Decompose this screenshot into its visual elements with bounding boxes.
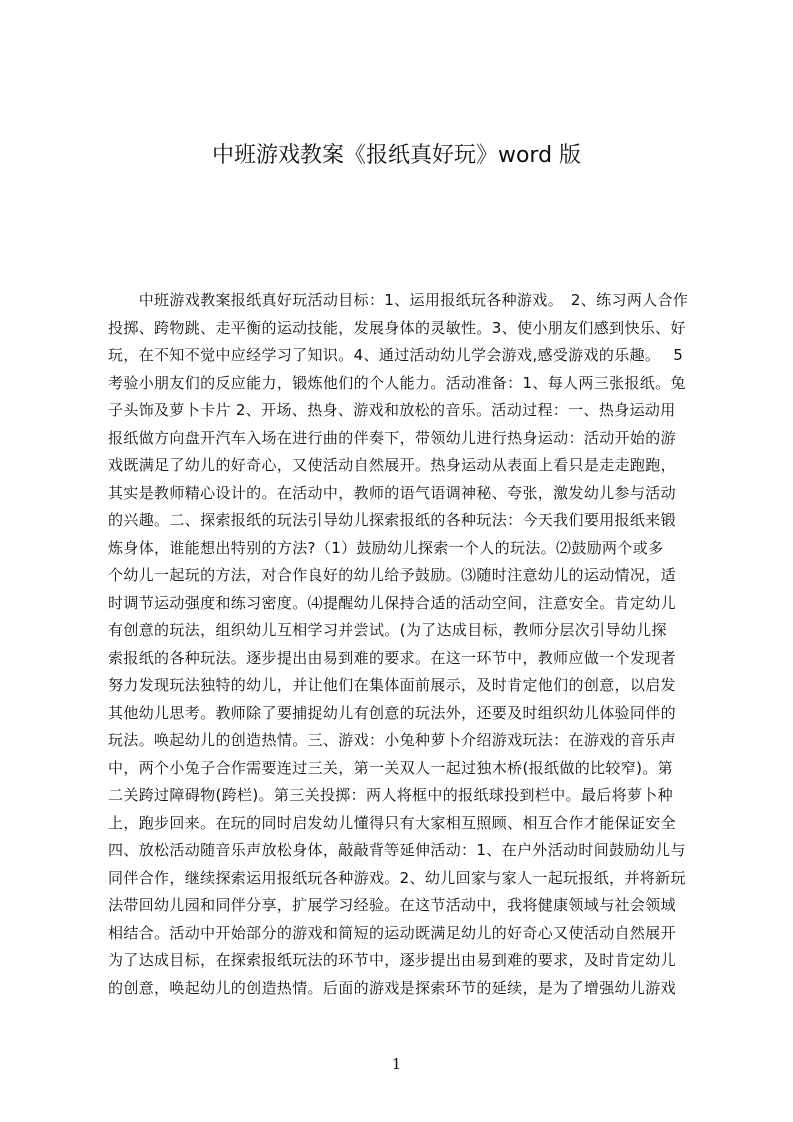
body-line: 时调节运动强度和练习密度。⑷提醒幼儿保持合适的活动空间，注意安全。肯定幼儿 [108,593,676,612]
body-line: 为了达成目标，在探索报纸玩法的环节中，逐步提出由易到难的要求，及时肯定幼儿 [108,951,676,969]
body-line: 子头饰及萝卜卡片 2、开场、热身、游戏和放松的音乐。活动过程：一、热身运动用 [108,401,676,419]
body-line: 投掷、跨物跳、走平衡的运动技能，发展身体的灵敏性。3、使小朋友们感到快乐、好 [108,318,686,337]
body-line: 报纸做方向盘开汽车入场在进行曲的伴奏下，带领幼儿进行热身运动：活动开始的游 [108,428,676,447]
body-line: 同伴合作，继续探索运用报纸玩各种游戏。2、幼儿回家与家人一起玩报纸，并将新玩 [108,868,686,887]
body-line: 炼身体，谁能想出特别的方法?（1）鼓励幼儿探索一个人的玩法。⑵鼓励两个或多 [108,538,664,557]
body-line: 索报纸的各种玩法。逐步提出由易到难的要求。在这一环节中，教师应做一个发现者 [108,648,676,667]
body-line: 的兴趣。二、探索报纸的玩法引导幼儿探索报纸的各种玩法：今天我们要用报纸来锻 [108,511,676,529]
body-line: 二关跨过障碍物(跨栏)。第三关投掷：两人将框中的报纸球投到栏中。最后将萝卜种 [108,786,674,804]
document-title: 中班游戏教案《报纸真好玩》word 版 [211,143,582,168]
body-line: 有创意的玩法，组织幼儿互相学习并尝试。(为了达成目标，教师分层次引导幼儿探 [108,621,667,639]
body-line: 考验小朋友们的反应能力，锻炼他们的个人能力。活动准备：1、每人两三张报纸。兔 [108,373,686,392]
body-line: 中班游戏教案报纸真好玩活动目标：1、运用报纸玩各种游戏。 2、练习两人合作 [108,291,689,309]
body-line: 其实是教师精心设计的。在活动中，教师的语气语调神秘、夸张，激发幼儿参与活动 [108,483,676,502]
body-line: 玩法。唤起幼儿的创造热情。三、游戏：小兔种萝卜介绍游戏玩法：在游戏的音乐声 [108,731,676,749]
body-line: 相结合。活动中开始部分的游戏和简短的运动既满足幼儿的好奇心又使活动自然展开 [108,923,676,942]
body-line: 努力发现玩法独特的幼儿，并让他们在集体面前展示，及时肯定他们的创意，以启发 [108,676,676,694]
body-line: 四、放松活动随音乐声放松身体，敲敲背等延伸活动：1、在户外活动时间鼓励幼儿与 [108,841,686,859]
page-number: 1 [391,1055,402,1073]
document-body [108,287,698,1002]
body-line: 玩，在不知不觉中应经学习了知识。4、通过活动幼儿学会游戏,感受游戏的乐趣。 5 [108,346,684,364]
body-line: 的创意，唤起幼儿的创造热情。后面的游戏是探索环节的延续，是为了增强幼儿游戏 [108,978,676,997]
body-line: 其他幼儿思考。教师除了要捕捉幼儿有创意的玩法外，还要及时组织幼儿体验同伴的 [108,703,676,722]
body-line: 法带回幼儿园和同伴分享，扩展学习经验。在这节活动中，我将健康领域与社会领域 [108,896,676,914]
body-line: 中，两个小兔子合作需要连过三关，第一关双人一起过独木桥(报纸做的比较窄)。第 [108,758,674,777]
body-line: 戏既满足了幼儿的好奇心，又使活动自然展开。热身运动从表面上看只是走走跑跑， [108,456,676,474]
body-line: 个幼儿一起玩的方法，对合作良好的幼儿给予鼓励。⑶随时注意幼儿的运动情况，适 [108,566,676,584]
body-line: 上，跑步回来。在玩的同时启发幼儿懂得只有大家相互照顾、相互合作才能保证安全 [108,813,676,832]
